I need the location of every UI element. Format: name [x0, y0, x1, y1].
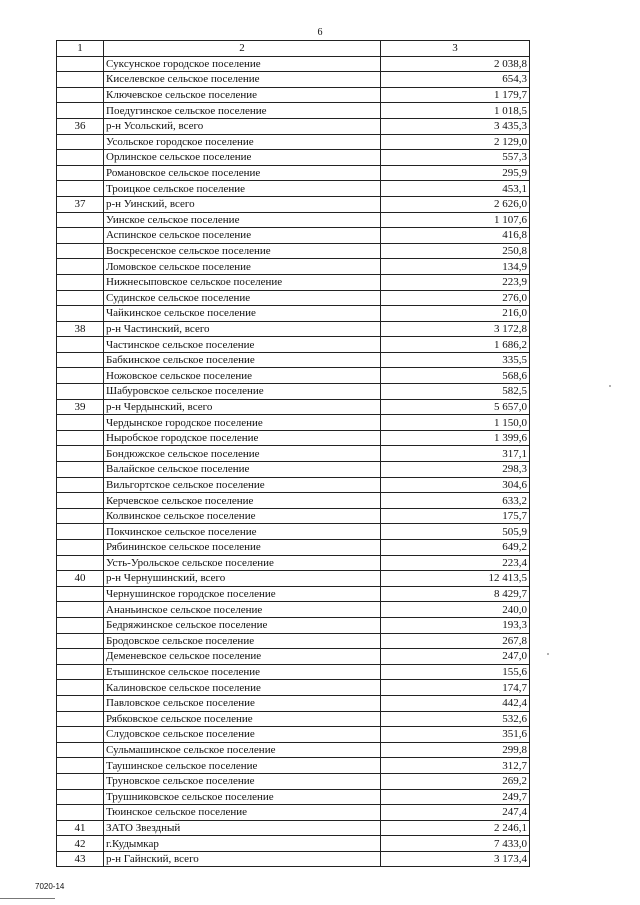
row-value: 175,7	[381, 508, 530, 524]
row-name: Аспинское сельское поселение	[104, 228, 381, 244]
row-value: 304,6	[381, 477, 530, 493]
row-number	[57, 758, 104, 774]
row-name: Поедугинское сельское поселение	[104, 103, 381, 119]
row-name: Таушинское сельское поселение	[104, 758, 381, 774]
row-number	[57, 337, 104, 353]
row-value: 351,6	[381, 727, 530, 743]
table-row	[57, 150, 530, 166]
header-col-1: 1	[57, 41, 104, 57]
table-row	[57, 306, 530, 322]
table-row	[57, 134, 530, 150]
row-name: р-н Чердынский, всего	[104, 399, 381, 415]
table-row	[57, 462, 530, 478]
row-value: 174,7	[381, 680, 530, 696]
table-row	[57, 773, 530, 789]
row-name: Бедряжинское сельское поселение	[104, 617, 381, 633]
row-value: 3 173,4	[381, 851, 530, 867]
table-row	[57, 524, 530, 540]
row-value: 249,7	[381, 789, 530, 805]
row-number	[57, 181, 104, 197]
row-name: Уинское сельское поселение	[104, 212, 381, 228]
row-name: Воскресенское сельское поселение	[104, 243, 381, 259]
row-number: 43	[57, 851, 104, 867]
row-value: 276,0	[381, 290, 530, 306]
row-number	[57, 462, 104, 478]
row-value: 568,6	[381, 368, 530, 384]
row-value: 2 246,1	[381, 820, 530, 836]
scan-speck	[609, 385, 611, 387]
table-row	[57, 72, 530, 88]
table-row	[57, 399, 530, 415]
row-name: Валайское сельское поселение	[104, 462, 381, 478]
row-number	[57, 742, 104, 758]
row-number	[57, 540, 104, 556]
table-row	[57, 415, 530, 431]
row-number	[57, 228, 104, 244]
row-name: Тюинское сельское поселение	[104, 805, 381, 821]
row-name: р-н Гайнский, всего	[104, 851, 381, 867]
row-number	[57, 72, 104, 88]
row-name: Керчевское сельское поселение	[104, 493, 381, 509]
row-value: 250,8	[381, 243, 530, 259]
table-row	[57, 243, 530, 259]
row-number	[57, 555, 104, 571]
header-col-3: 3	[381, 41, 530, 57]
table-row	[57, 617, 530, 633]
row-name: Ломовское сельское поселение	[104, 259, 381, 275]
table-row	[57, 540, 530, 556]
row-name: Павловское сельское поселение	[104, 695, 381, 711]
row-number: 36	[57, 118, 104, 134]
table-row	[57, 633, 530, 649]
table-row	[57, 196, 530, 212]
table-row	[57, 430, 530, 446]
row-number	[57, 134, 104, 150]
table-row	[57, 805, 530, 821]
row-value: 335,5	[381, 352, 530, 368]
row-number	[57, 805, 104, 821]
row-number	[57, 306, 104, 322]
table-row	[57, 789, 530, 805]
row-value: 654,3	[381, 72, 530, 88]
row-name: Частинское сельское поселение	[104, 337, 381, 353]
row-value: 134,9	[381, 259, 530, 275]
row-value: 1 179,7	[381, 87, 530, 103]
row-name: Бродовское сельское поселение	[104, 633, 381, 649]
row-number: 37	[57, 196, 104, 212]
table-row	[57, 571, 530, 587]
row-name: Покчинское сельское поселение	[104, 524, 381, 540]
table-row	[57, 711, 530, 727]
table-row	[57, 165, 530, 181]
table-row	[57, 181, 530, 197]
row-name: Судинское сельское поселение	[104, 290, 381, 306]
row-name: Чердынское городское поселение	[104, 415, 381, 431]
table-row	[57, 321, 530, 337]
table-row	[57, 477, 530, 493]
row-number	[57, 695, 104, 711]
row-value: 247,4	[381, 805, 530, 821]
row-number	[57, 446, 104, 462]
row-name: Ныробское городское поселение	[104, 430, 381, 446]
row-name: Колвинское сельское поселение	[104, 508, 381, 524]
row-value: 505,9	[381, 524, 530, 540]
row-value: 453,1	[381, 181, 530, 197]
row-value: 247,0	[381, 649, 530, 665]
table-row	[57, 727, 530, 743]
row-value: 1 018,5	[381, 103, 530, 119]
row-number	[57, 508, 104, 524]
row-value: 532,6	[381, 711, 530, 727]
row-value: 416,8	[381, 228, 530, 244]
row-value: 155,6	[381, 664, 530, 680]
row-number	[57, 586, 104, 602]
row-number: 38	[57, 321, 104, 337]
row-value: 582,5	[381, 384, 530, 400]
row-name: Орлинское сельское поселение	[104, 150, 381, 166]
row-name: Труновское сельское поселение	[104, 773, 381, 789]
row-number	[57, 415, 104, 431]
table-row	[57, 649, 530, 665]
row-number	[57, 789, 104, 805]
row-name: Романовское сельское поселение	[104, 165, 381, 181]
row-number	[57, 524, 104, 540]
row-name: Усть-Урольское сельское поселение	[104, 555, 381, 571]
row-value: 240,0	[381, 602, 530, 618]
table-row	[57, 352, 530, 368]
row-name: Сукcунское городское поселение	[104, 56, 381, 72]
row-number	[57, 711, 104, 727]
row-number	[57, 664, 104, 680]
table-row	[57, 508, 530, 524]
row-number: 41	[57, 820, 104, 836]
row-number	[57, 212, 104, 228]
row-number	[57, 633, 104, 649]
row-value: 7 433,0	[381, 836, 530, 852]
row-name: р-н Чернушинский, всего	[104, 571, 381, 587]
footer-divider	[0, 898, 55, 899]
row-name: Етышинское сельское поселение	[104, 664, 381, 680]
row-name: Трушниковское сельское поселение	[104, 789, 381, 805]
row-number	[57, 617, 104, 633]
row-number	[57, 430, 104, 446]
row-number	[57, 352, 104, 368]
row-name: Вильгортское сельское поселение	[104, 477, 381, 493]
row-value: 317,1	[381, 446, 530, 462]
row-number	[57, 680, 104, 696]
table-row	[57, 695, 530, 711]
row-value: 442,4	[381, 695, 530, 711]
document-code: 7020-14	[35, 882, 65, 891]
row-name: г.Кудымкар	[104, 836, 381, 852]
table-row	[57, 228, 530, 244]
row-name: Шабуровское сельское поселение	[104, 384, 381, 400]
row-value: 12 413,5	[381, 571, 530, 587]
row-value: 2 626,0	[381, 196, 530, 212]
row-number: 40	[57, 571, 104, 587]
row-name: Нижнесыповское сельское поселение	[104, 274, 381, 290]
row-value: 2 038,8	[381, 56, 530, 72]
table-row	[57, 368, 530, 384]
row-value: 295,9	[381, 165, 530, 181]
table-row	[57, 664, 530, 680]
row-name: Усольское городское поселение	[104, 134, 381, 150]
row-value: 3 435,3	[381, 118, 530, 134]
table-row	[57, 384, 530, 400]
row-value: 298,3	[381, 462, 530, 478]
row-name: Рябининское сельское поселение	[104, 540, 381, 556]
row-value: 223,4	[381, 555, 530, 571]
row-value: 216,0	[381, 306, 530, 322]
row-number: 39	[57, 399, 104, 415]
row-number	[57, 602, 104, 618]
table-row	[57, 851, 530, 867]
row-number	[57, 649, 104, 665]
row-value: 1 150,0	[381, 415, 530, 431]
row-name: Ананьинское сельское поселение	[104, 602, 381, 618]
row-number	[57, 150, 104, 166]
row-number	[57, 493, 104, 509]
row-number	[57, 290, 104, 306]
row-value: 3 172,8	[381, 321, 530, 337]
table-row	[57, 680, 530, 696]
table-row	[57, 836, 530, 852]
table-row	[57, 337, 530, 353]
row-value: 2 129,0	[381, 134, 530, 150]
table-row	[57, 820, 530, 836]
table-row	[57, 259, 530, 275]
row-value: 5 657,0	[381, 399, 530, 415]
table-row	[57, 274, 530, 290]
page-number: 6	[317, 27, 323, 38]
table-row	[57, 212, 530, 228]
row-number	[57, 103, 104, 119]
row-name: р-н Усольский, всего	[104, 118, 381, 134]
row-number	[57, 274, 104, 290]
row-name: Сульмашинское сельское поселение	[104, 742, 381, 758]
table-row	[57, 493, 530, 509]
row-name: Слудовское сельское поселение	[104, 727, 381, 743]
budget-table	[56, 40, 530, 867]
header-col-2: 2	[104, 41, 381, 57]
row-value: 269,2	[381, 773, 530, 789]
table-row	[57, 758, 530, 774]
table-row	[57, 118, 530, 134]
row-name: Киселевское сельское поселение	[104, 72, 381, 88]
row-value: 299,8	[381, 742, 530, 758]
table-row	[57, 555, 530, 571]
row-name: Чайкинское сельское поселение	[104, 306, 381, 322]
row-number	[57, 727, 104, 743]
row-name: Троицкое сельское поселение	[104, 181, 381, 197]
table-row	[57, 290, 530, 306]
row-value: 633,2	[381, 493, 530, 509]
row-value: 8 429,7	[381, 586, 530, 602]
row-number	[57, 368, 104, 384]
row-value: 1 399,6	[381, 430, 530, 446]
row-number	[57, 773, 104, 789]
row-value: 1 686,2	[381, 337, 530, 353]
row-value: 267,8	[381, 633, 530, 649]
table-row	[57, 103, 530, 119]
row-name: Бондюжское сельское поселение	[104, 446, 381, 462]
row-name: Рябковское сельское поселение	[104, 711, 381, 727]
row-name: ЗАТО Звездный	[104, 820, 381, 836]
table-row	[57, 56, 530, 72]
table-row	[57, 586, 530, 602]
table-row	[57, 87, 530, 103]
row-number	[57, 384, 104, 400]
row-name: Бабкинское сельское поселение	[104, 352, 381, 368]
row-name: р-н Частинский, всего	[104, 321, 381, 337]
row-value: 312,7	[381, 758, 530, 774]
row-value: 557,3	[381, 150, 530, 166]
row-name: Чернушинское городское поселение	[104, 586, 381, 602]
row-number	[57, 243, 104, 259]
table-header-row	[57, 41, 530, 57]
row-number	[57, 259, 104, 275]
scan-speck	[547, 653, 549, 655]
row-number	[57, 165, 104, 181]
row-name: р-н Уинский, всего	[104, 196, 381, 212]
row-value: 1 107,6	[381, 212, 530, 228]
row-number: 42	[57, 836, 104, 852]
row-number	[57, 56, 104, 72]
row-value: 223,9	[381, 274, 530, 290]
row-name: Деменевское сельское поселение	[104, 649, 381, 665]
row-name: Калиновское сельское поселение	[104, 680, 381, 696]
table-row	[57, 446, 530, 462]
table-row	[57, 742, 530, 758]
table-row	[57, 602, 530, 618]
row-name: Ножовское сельское поселение	[104, 368, 381, 384]
row-value: 193,3	[381, 617, 530, 633]
row-name: Ключевское сельское поселение	[104, 87, 381, 103]
row-value: 649,2	[381, 540, 530, 556]
row-number	[57, 87, 104, 103]
row-number	[57, 477, 104, 493]
